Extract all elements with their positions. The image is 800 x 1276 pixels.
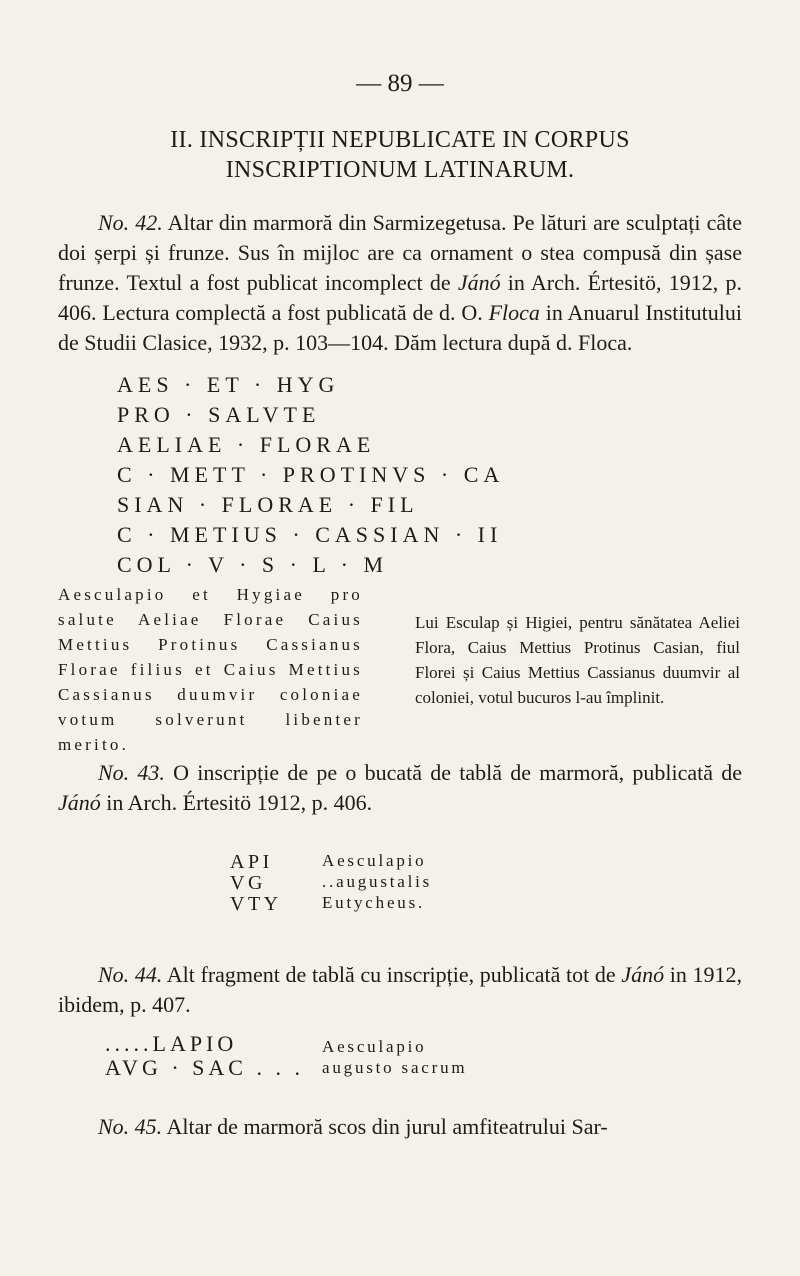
author-name: Jánó — [58, 790, 101, 815]
no45-description: No. 45. Altar de marmoră scos din jurul amfiteatrului Sar- — [98, 1114, 608, 1139]
inscription-line: AES · ET · HYG — [117, 372, 340, 397]
no42-inscription — [117, 370, 504, 580]
no43-reading — [322, 850, 432, 913]
author-name: Jánó — [457, 270, 501, 295]
inscription-line: COL · V · S · L · M — [117, 552, 388, 577]
page-number: — 89 — — [356, 70, 444, 97]
reading-line: Aesculapio — [322, 1037, 427, 1056]
inscription-line: AVG · SAC . . . — [105, 1055, 304, 1080]
no42-description: No. 42. Altar din marmoră din Sarmizegetusa. Pe lături are sculptați câte doi șerpi și frunze. Sus în mijloc are ca ornament o stea compusă din șase frunze. Textul a fost publicat incomplect de Jánó in Arch. Értesitö, 1912, p. 406. Lectura complectă a fost publicată de d. O. Floca in Anuarul Institutului de Studii Clasice, 1932, p. 103—104. Dăm lectura după d. Floca. — [58, 210, 742, 355]
inscription-line: SIAN · FLORAE · FIL — [117, 492, 419, 517]
no44-reading — [322, 1036, 467, 1078]
entry-number: No. 42. — [98, 210, 163, 235]
inscription-line: API — [230, 851, 273, 873]
romanian-translation: Lui Esculap și Higiei, pentru sănătatea Aeliei Flora, Caius Mettius Protinus Casian, fiul Florei și Caius Mettius Cassianus duumvir al coloniei, votul bucuros l-au împlinit. — [415, 613, 740, 707]
no44-inscription — [105, 1032, 304, 1080]
inscription-line: AELIAE · FLORAE — [117, 432, 376, 457]
author-name: Floca — [488, 300, 540, 325]
reading-line: augusto sacrum — [322, 1058, 468, 1077]
inscription-line: C · METIUS · CASSIAN · II — [117, 522, 503, 547]
reading-line: ..augustalis — [322, 872, 433, 891]
inscription-line: .....LAPIO — [105, 1031, 238, 1056]
no44-description: No. 44. Alt fragment de tablă cu inscripție, publicată tot de Jánó in 1912, ibidem, p. 407. — [58, 962, 742, 1017]
latin-transcription: Aesculapio et Hygiae pro salute Aeliae Florae Caius Mettius Protinus Cassianus Florae filius et Caius Mettius Cassianus duumvir coloniae votum solverunt libenter merito. — [58, 585, 363, 754]
reading-line: Eutycheus. — [322, 893, 426, 912]
inscription-line: VG — [230, 872, 266, 894]
no43-inscription — [230, 852, 282, 915]
inscription-line: VTY — [230, 893, 282, 915]
section-title-line2: INSCRIPTIONUM LATINARUM. — [225, 157, 575, 183]
section-title-line1: II. INSCRIPȚII NEPUBLICATE IN CORPUS — [170, 127, 630, 153]
inscription-line: PRO · SALVTE — [117, 402, 321, 427]
author-name: Jánó — [621, 962, 665, 987]
entry-number: No. 44. — [98, 962, 163, 987]
reading-line: Aesculapio — [322, 851, 427, 870]
entry-number: No. 45. — [98, 1114, 163, 1139]
inscription-line: C · METT · PROTINVS · CA — [117, 462, 505, 487]
entry-number: No. 43. — [98, 760, 165, 785]
no43-description: No. 43. O inscripție de pe o bucată de tablă de marmoră, publicată de Jánó in Arch. Értesitö 1912, p. 406. — [58, 760, 742, 815]
